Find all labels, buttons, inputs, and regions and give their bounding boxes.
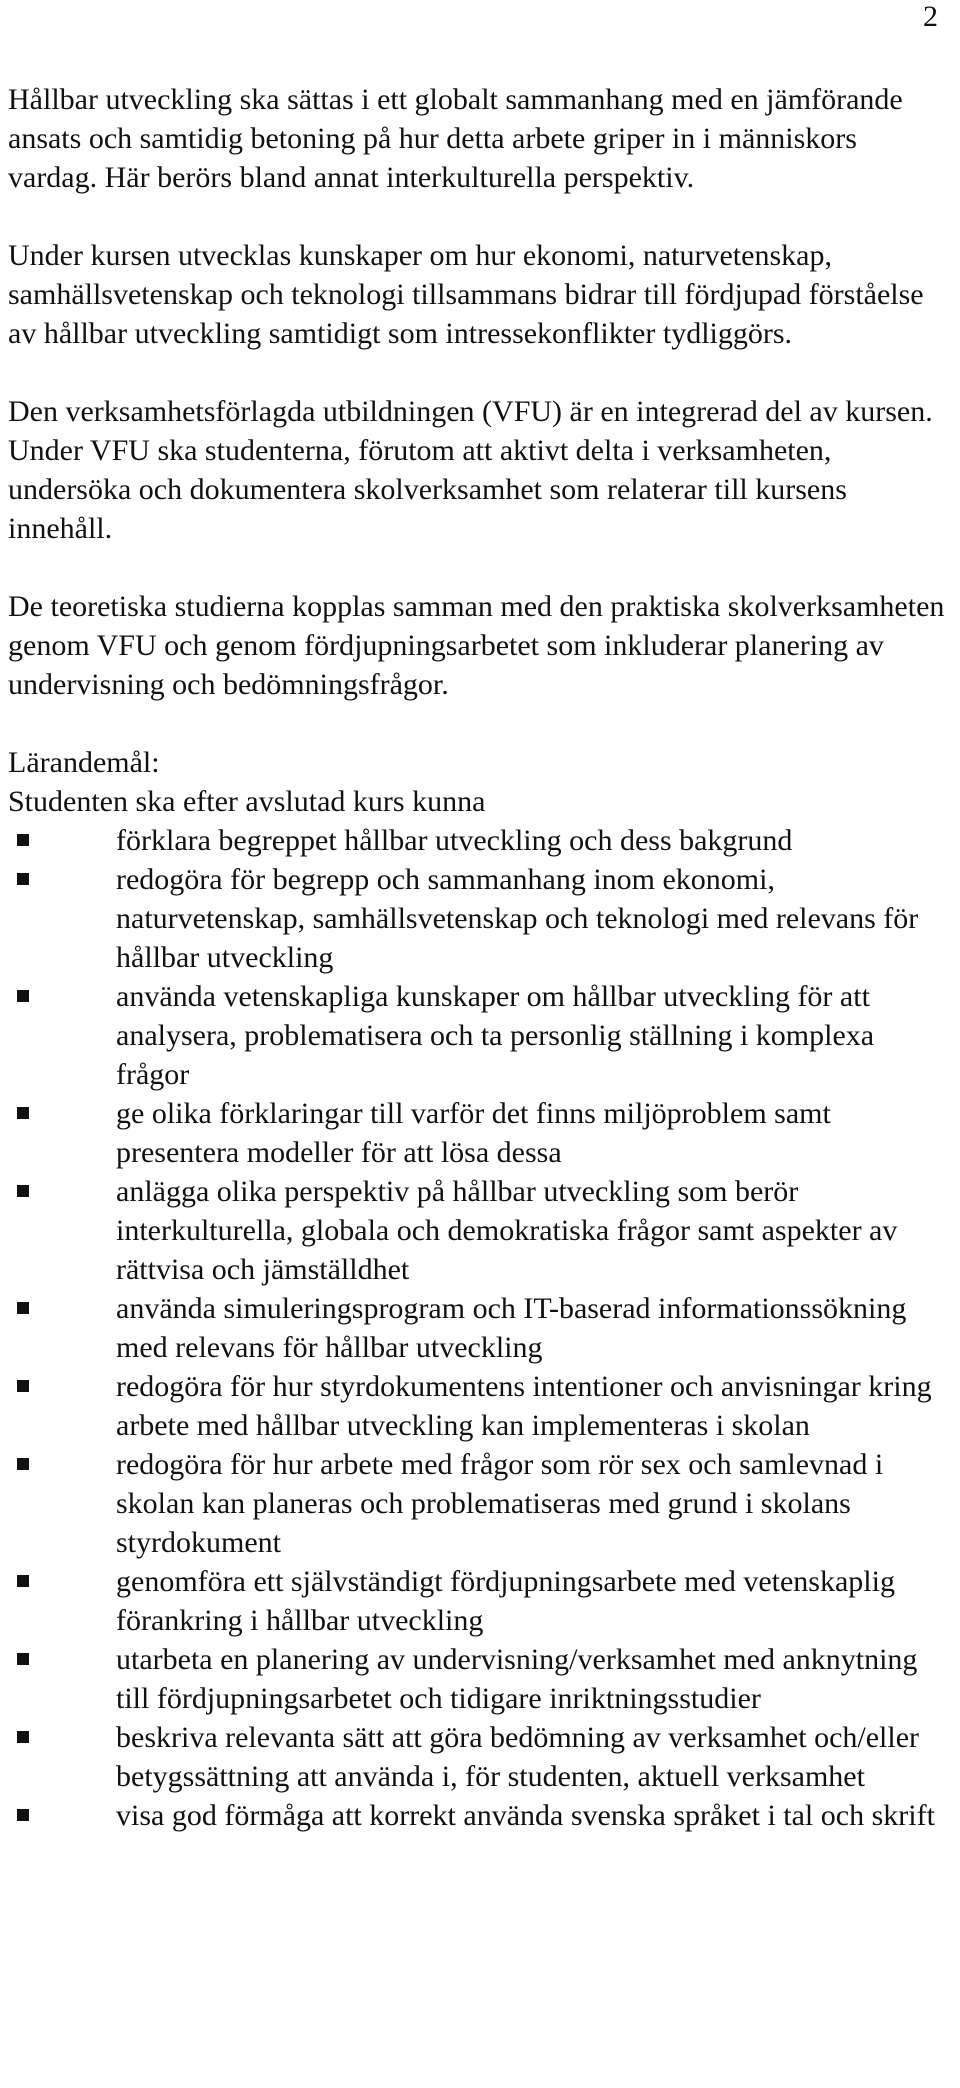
list-item — [8, 821, 948, 860]
learning-goals-list — [8, 821, 948, 1835]
square-bullet-icon — [17, 990, 29, 1002]
list-item-text: använda vetenskapliga kunskaper om hållbar utveckling för att analysera, problematisera och ta personlig ställning i komplexa frågor — [116, 980, 875, 1091]
learning-goals-section — [8, 743, 948, 1835]
document-body — [8, 80, 948, 1835]
list-item — [8, 1796, 948, 1835]
square-bullet-icon — [17, 1185, 29, 1197]
square-bullet-icon — [17, 1380, 29, 1392]
list-item-text: anlägga olika perspektiv på hållbar utveckling som berör interkulturella, globala och demokratiska frågor samt aspekter av rättvisa och jämställdhet — [116, 1175, 898, 1286]
square-bullet-icon — [17, 1731, 29, 1743]
list-item-text: redogöra för hur styrdokumentens intentioner och anvisningar kring arbete med hållbar utveckling kan implementeras i skolan — [116, 1370, 932, 1442]
square-bullet-icon — [17, 1809, 29, 1821]
list-item-text: visa god förmåga att korrekt använda svenska språket i tal och skrift — [116, 1799, 935, 1832]
list-item — [8, 1562, 948, 1640]
list-item-text: redogöra för hur arbete med frågor som rör sex och samlevnad i skolan kan planeras och problematiseras med grund i skolans styrdokument — [116, 1448, 884, 1559]
list-item — [8, 1289, 948, 1367]
list-item — [8, 977, 948, 1094]
square-bullet-icon — [17, 1653, 29, 1665]
list-item — [8, 1172, 948, 1289]
square-bullet-icon — [17, 1302, 29, 1314]
list-item — [8, 1094, 948, 1172]
list-item-text: redogöra för begrepp och sammanhang inom ekonomi, naturvetenskap, samhällsvetenskap och teknologi med relevans för hållbar utveckling — [116, 863, 919, 974]
list-item — [8, 1718, 948, 1796]
list-item — [8, 1445, 948, 1562]
list-item-text: förklara begreppet hållbar utveckling och dess bakgrund — [116, 824, 793, 857]
list-item — [8, 1367, 948, 1445]
learning-goals-intro: Studenten ska efter avslutad kurs kunna — [8, 785, 486, 818]
list-item-text: utarbeta en planering av undervisning/verksamhet med anknytning till fördjupningsarbetet och tidigare inriktningsstudier — [116, 1643, 918, 1715]
list-item-text: använda simuleringsprogram och IT-baserad informationssökning med relevans för hållbar utveckling — [116, 1292, 907, 1364]
square-bullet-icon — [17, 1575, 29, 1587]
list-item-text: beskriva relevanta sätt att göra bedömning av verksamhet och/eller betygssättning att använda i, för studenten, aktuell verksamhet — [116, 1721, 920, 1793]
paragraph-vfu: Den verksamhetsförlagda utbildningen (VFU) är en integrerad del av kursen. Under VFU ska studenterna, förutom att aktivt delta i verksamheten, undersöka och dokumentera skolverksamhet som relaterar till kursens innehåll. — [8, 395, 933, 545]
list-item-text: ge olika förklaringar till varför det finns miljöproblem samt presentera modeller för att lösa dessa — [116, 1097, 831, 1169]
square-bullet-icon — [17, 834, 29, 846]
square-bullet-icon — [17, 873, 29, 885]
paragraph-course-knowledge: Under kursen utvecklas kunskaper om hur ekonomi, naturvetenskap, samhällsvetenskap och teknologi tillsammans bidrar till fördjupad förståelse av hållbar utveckling samtidigt som intressekonflikter tydliggörs. — [8, 239, 924, 350]
paragraph-global-context: Hållbar utveckling ska sättas i ett globalt sammanhang med en jämförande ansats och samtidig betoning på hur detta arbete griper in i människors vardag. Här berörs bland annat interkulturella perspektiv. — [8, 83, 903, 194]
list-item — [8, 1640, 948, 1718]
paragraph-theory-practice: De teoretiska studierna kopplas samman med den praktiska skolverksamheten genom VFU och genom fördjupningsarbetet som inkluderar planering av undervisning och bedömningsfrågor. — [8, 590, 945, 701]
list-item — [8, 860, 948, 977]
page-number: 2 — [923, 0, 938, 33]
square-bullet-icon — [17, 1458, 29, 1470]
square-bullet-icon — [17, 1107, 29, 1119]
learning-goals-heading: Lärandemål: — [8, 746, 160, 779]
list-item-text: genomföra ett självständigt fördjupningsarbete med vetenskaplig förankring i hållbar utveckling — [116, 1565, 895, 1637]
